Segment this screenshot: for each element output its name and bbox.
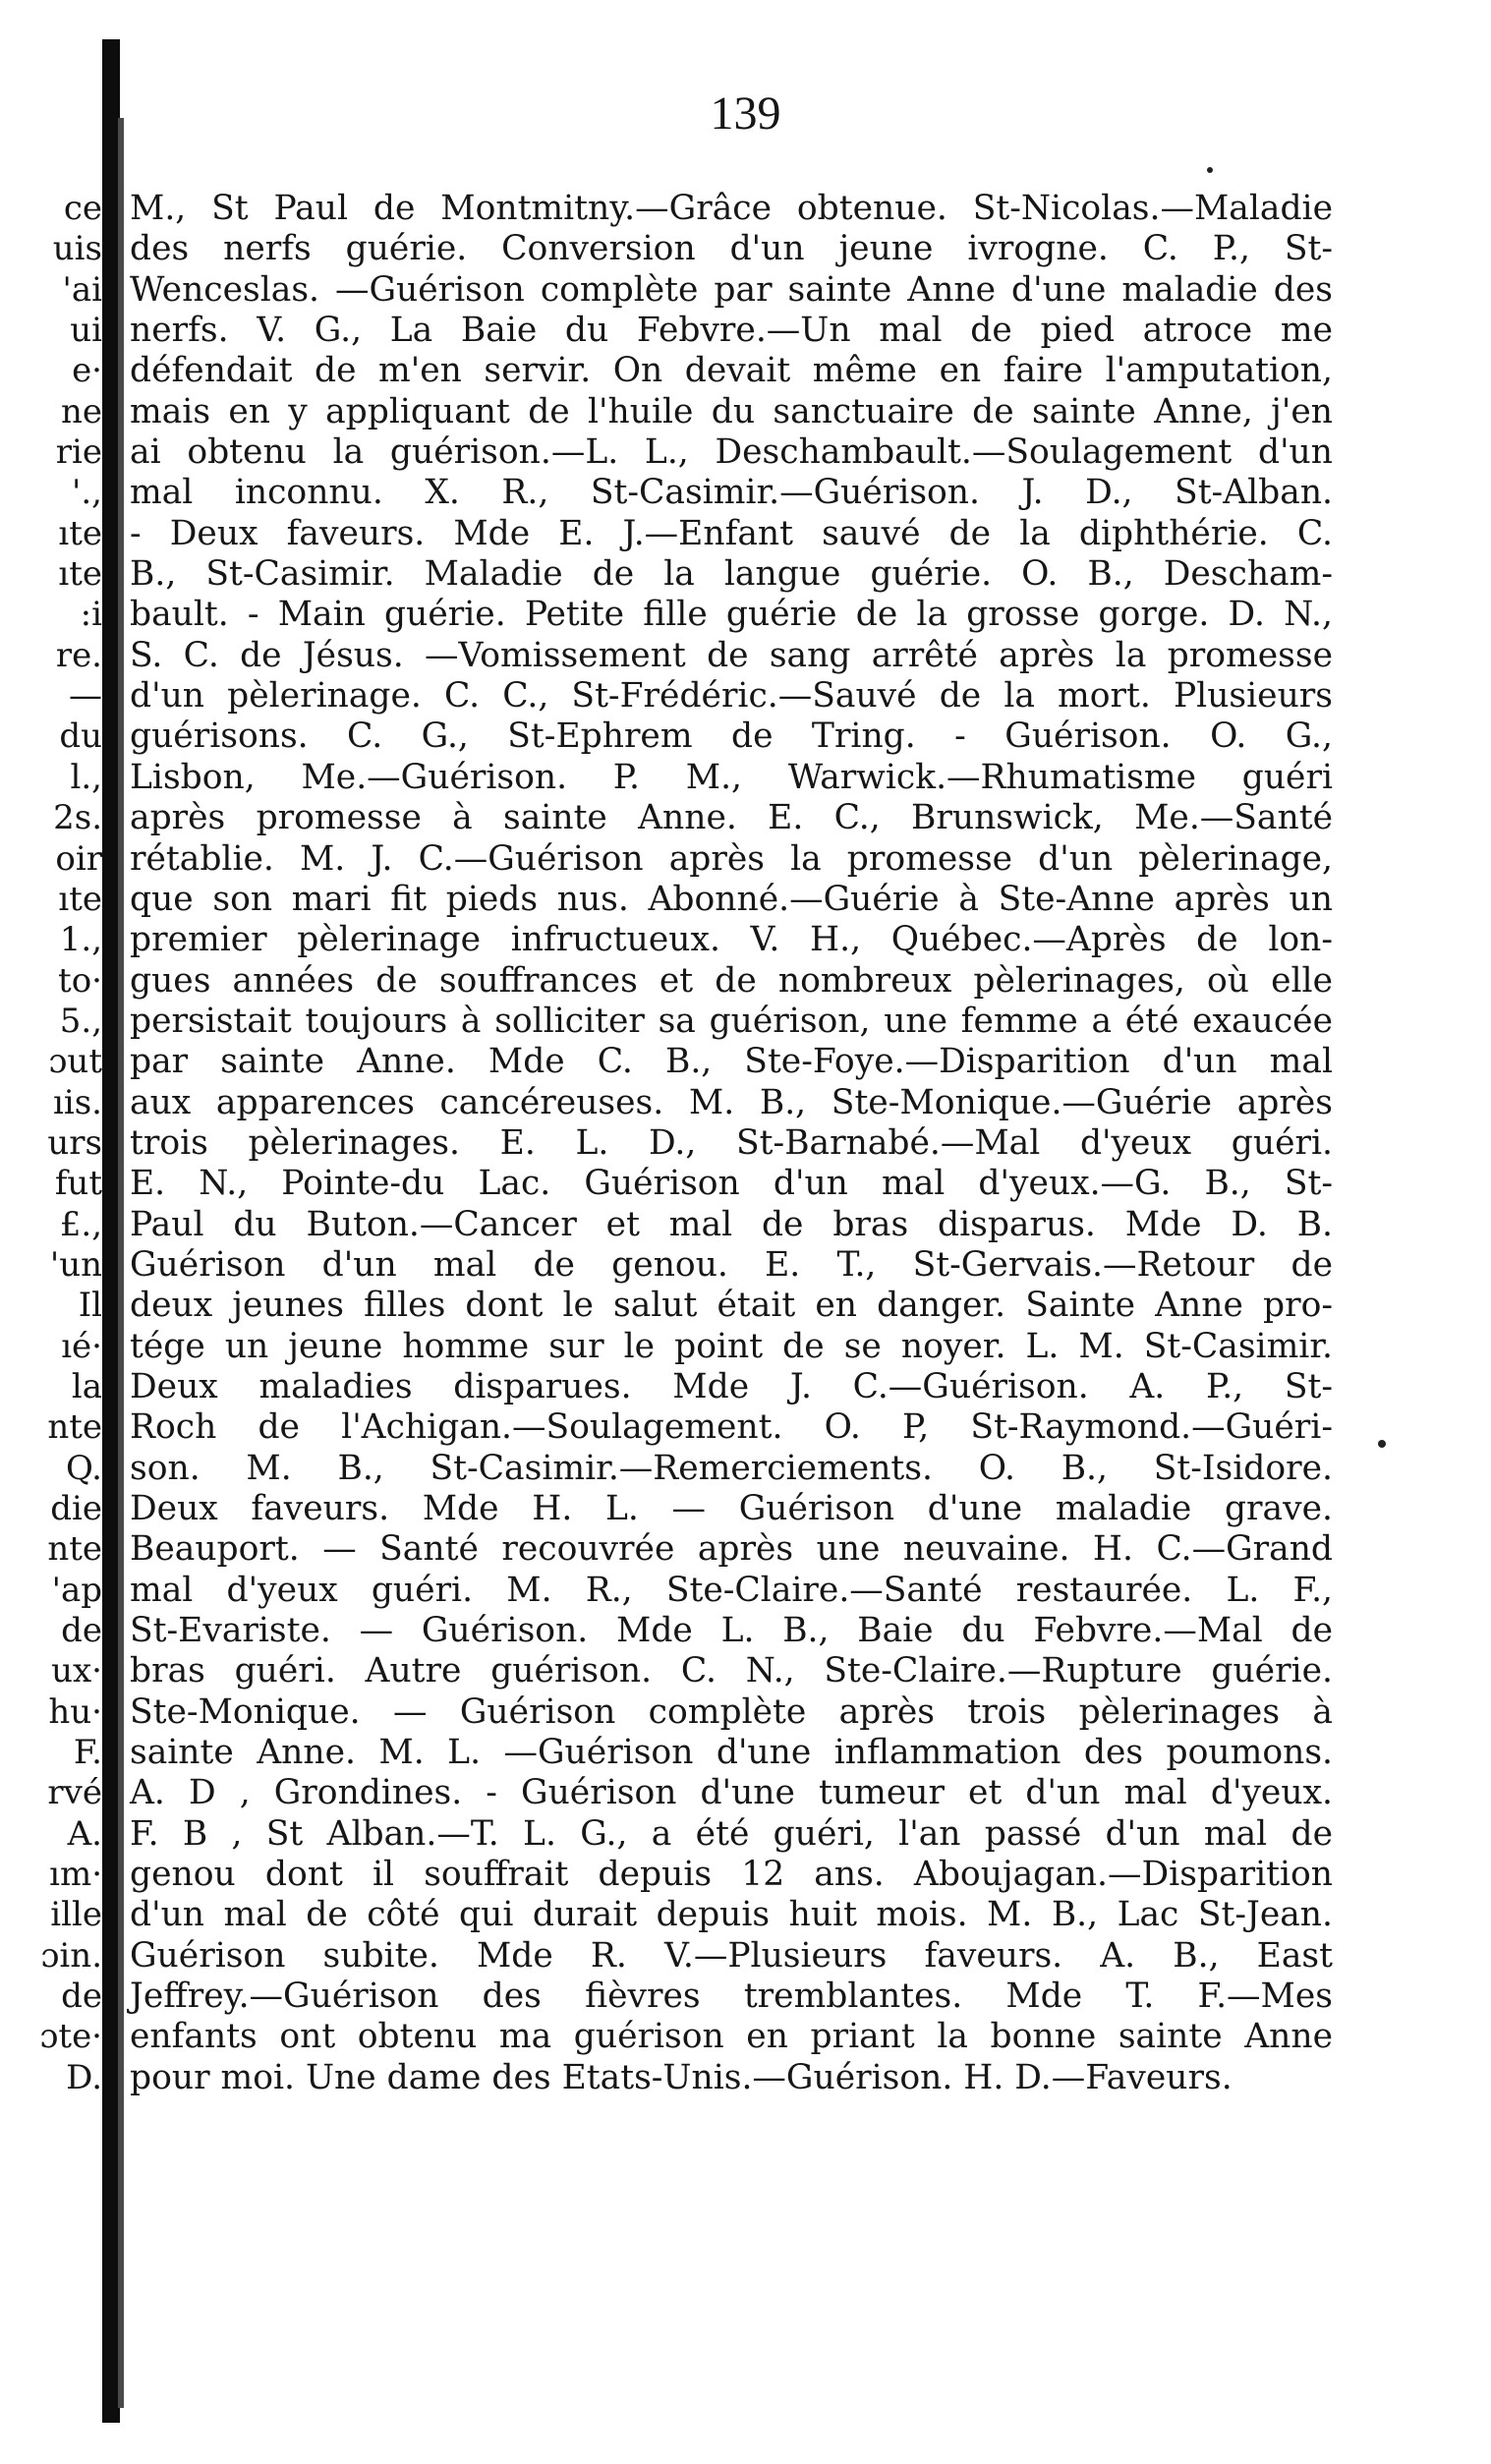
text-line: ai obtenu la guérison.—L. L., Deschambault.—Soulagement d'un	[130, 432, 1333, 473]
margin-fragment: Il	[78, 1286, 102, 1326]
text-line: A. D , Grondines. - Guérison d'une tumeur et d'un mal d'yeux.	[130, 1773, 1333, 1813]
text-line: Guérison subite. Mde R. V.—Plusieurs faveurs. A. B., East	[130, 1935, 1333, 1976]
margin-fragment: ɔut	[48, 1042, 102, 1082]
margin-fragment: 5.,	[59, 1001, 102, 1041]
margin-fragment: ıte	[58, 513, 102, 553]
text-line: guérisons. C. G., St-Ephrem de Tring. - Guérison. O. G.,	[130, 716, 1333, 757]
margin-fragment: ıé·	[61, 1326, 102, 1366]
print-speck	[1378, 1440, 1386, 1448]
margin-fragment: Q.	[66, 1448, 102, 1488]
text-line: premier pèlerinage infructueux. V. H., Québec.—Après de lon-	[130, 920, 1333, 960]
text-line: genou dont il souffrait depuis 12 ans. Aboujagan.—Disparition	[130, 1855, 1333, 1895]
margin-fragment: oir	[55, 838, 102, 879]
text-line: persistait toujours à solliciter sa guérison, une femme a été exaucée	[130, 1001, 1333, 1041]
margin-fragment: fut	[54, 1164, 102, 1204]
text-line: son. M. B., St-Casimir.—Remerciements. O. B., St-Isidore.	[130, 1448, 1333, 1488]
margin-fragment: :i	[80, 595, 102, 635]
text-line: par sainte Anne. Mde C. B., Ste-Foye.—Disparition d'un mal	[130, 1042, 1333, 1082]
margin-fragment: 'ai	[62, 269, 102, 310]
margin-fragment: —	[69, 676, 102, 716]
text-line: après promesse à sainte Anne. E. C., Brunswick, Me.—Santé	[130, 798, 1333, 838]
text-line: S. C. de Jésus. —Vomissement de sang arrêté après la promesse	[130, 635, 1333, 675]
text-line: bras guéri. Autre guérison. C. N., Ste-Claire.—Rupture guérie.	[130, 1651, 1333, 1691]
binding-gutter-edge	[118, 118, 124, 2408]
margin-fragment: ɔin.	[40, 1935, 102, 1976]
margin-fragment: de	[61, 1977, 102, 2017]
text-line: E. N., Pointe-du Lac. Guérison d'un mal d'yeux.—G. B., St-	[130, 1164, 1333, 1204]
text-line: défendait de m'en servir. On devait même en faire l'amputation,	[130, 351, 1333, 391]
margin-fragment: re.	[55, 635, 102, 675]
margin-fragment: ıis.	[52, 1082, 102, 1122]
text-line: - Deux faveurs. Mde E. J.—Enfant sauvé de la diphthérie. C.	[130, 513, 1333, 553]
margin-fragment: ui	[70, 311, 102, 351]
text-line: rétablie. M. J. C.—Guérison après la promesse d'un pèlerinage,	[130, 838, 1333, 879]
left-margin-fragments	[8, 189, 102, 2098]
text-line: Deux maladies disparues. Mde J. C.—Guérison. A. P., St-	[130, 1366, 1333, 1406]
text-line: St-Evariste. — Guérison. Mde L. B., Baie du Febvre.—Mal de	[130, 1611, 1333, 1651]
margin-fragment: e·	[72, 351, 102, 391]
margin-fragment: hu·	[48, 1691, 102, 1732]
text-line: que son mari fit pieds nus. Abonné.—Guérie à Ste-Anne après un	[130, 879, 1333, 919]
page-number: 139	[710, 87, 781, 140]
text-line: Roch de l'Achigan.—Soulagement. O. P, St-Raymond.—Guéri-	[130, 1407, 1333, 1448]
text-line: Jeffrey.—Guérison des fièvres tremblantes. Mde T. F.—Mes	[130, 1977, 1333, 2017]
margin-fragment: ne	[60, 391, 102, 431]
margin-fragment: 'ap	[51, 1570, 102, 1610]
margin-fragment: ce	[63, 189, 102, 228]
margin-fragment: la	[71, 1366, 102, 1406]
margin-fragment: de	[61, 1611, 102, 1651]
margin-fragment: £.,	[59, 1204, 102, 1244]
text-line: M., St Paul de Montmitny.—Grâce obtenue. St-Nicolas.—Maladie	[130, 189, 1333, 228]
body-text	[130, 189, 1333, 2098]
margin-fragment: 1.,	[59, 920, 102, 960]
margin-fragment: rvé	[47, 1773, 102, 1813]
margin-fragment: to·	[58, 960, 102, 1001]
text-line: mal d'yeux guéri. M. R., Ste-Claire.—Santé restaurée. L. F.,	[130, 1570, 1333, 1610]
text-line: aux apparences cancéreuses. M. B., Ste-Monique.—Guérie après	[130, 1082, 1333, 1122]
text-line: B., St-Casimir. Maladie de la langue guérie. O. B., Descham-	[130, 554, 1333, 595]
text-line: trois pèlerinages. E. L. D., St-Barnabé.—Mal d'yeux guéri.	[130, 1122, 1333, 1163]
text-line: d'un mal de côté qui durait depuis huit mois. M. B., Lac St-Jean.	[130, 1895, 1333, 1935]
text-line: Wenceslas. —Guérison complète par sainte Anne d'une maladie des	[130, 269, 1333, 310]
margin-fragment: die	[50, 1489, 102, 1528]
print-speck	[1207, 167, 1213, 173]
margin-fragment: '.,	[72, 473, 102, 513]
margin-fragment: nte	[47, 1529, 102, 1570]
margin-fragment: urs	[47, 1122, 102, 1163]
margin-fragment: ɔte·	[39, 2017, 102, 2057]
text-line: Beauport. — Santé recouvrée après une neuvaine. H. C.—Grand	[130, 1529, 1333, 1570]
text-line: mal inconnu. X. R., St-Casimir.—Guérison. J. D., St-Alban.	[130, 473, 1333, 513]
text-line: F. B , St Alban.—T. L. G., a été guéri, l'an passé d'un mal de	[130, 1813, 1333, 1854]
text-line: Paul du Buton.—Cancer et mal de bras disparus. Mde D. B.	[130, 1204, 1333, 1244]
text-line: tége un jeune homme sur le point de se noyer. L. M. St-Casimir.	[130, 1326, 1333, 1366]
margin-fragment: 2s.	[53, 798, 102, 838]
margin-fragment: rie	[55, 432, 102, 473]
margin-fragment: A.	[67, 1813, 102, 1854]
margin-fragment: ıte	[58, 554, 102, 595]
margin-fragment: ım·	[49, 1855, 102, 1895]
margin-fragment: 'un	[49, 1244, 102, 1285]
text-line: Deux faveurs. Mde H. L. — Guérison d'une maladie grave.	[130, 1489, 1333, 1528]
margin-fragment: ille	[50, 1895, 102, 1935]
margin-fragment: nte	[47, 1407, 102, 1448]
text-line: Lisbon, Me.—Guérison. P. M., Warwick.—Rhumatisme guéri	[130, 757, 1333, 797]
margin-fragment: du	[59, 716, 102, 757]
text-line: des nerfs guérie. Conversion d'un jeune ivrogne. C. P., St-	[130, 229, 1333, 269]
text-line: bault. - Main guérie. Petite fille guérie de la grosse gorge. D. N.,	[130, 595, 1333, 635]
text-line: deux jeunes filles dont le salut était en danger. Sainte Anne pro-	[130, 1286, 1333, 1326]
margin-fragment: ıte	[58, 879, 102, 919]
text-line: mais en y appliquant de l'huile du sanctuaire de sainte Anne, j'en	[130, 391, 1333, 431]
margin-fragment: F.	[73, 1733, 102, 1773]
margin-fragment: ux·	[51, 1651, 102, 1691]
margin-fragment: uis	[52, 229, 102, 269]
margin-fragment: l.,	[70, 757, 102, 797]
text-line: Ste-Monique. — Guérison complète après trois pèlerinages à	[130, 1691, 1333, 1732]
text-line: nerfs. V. G., La Baie du Febvre.—Un mal de pied atroce me	[130, 311, 1333, 351]
margin-fragment: D.	[66, 2057, 102, 2097]
text-line: pour moi. Une dame des Etats-Unis.—Guérison. H. D.—Faveurs.	[130, 2057, 1233, 2097]
text-line: sainte Anne. M. L. —Guérison d'une inflammation des poumons.	[130, 1733, 1333, 1773]
text-line: d'un pèlerinage. C. C., St-Frédéric.—Sauvé de la mort. Plusieurs	[130, 676, 1333, 716]
text-line: Guérison d'un mal de genou. E. T., St-Gervais.—Retour de	[130, 1244, 1333, 1285]
text-line: enfants ont obtenu ma guérison en priant la bonne sainte Anne	[130, 2017, 1333, 2057]
text-line: gues années de souffrances et de nombreux pèlerinages, où elle	[130, 960, 1333, 1001]
